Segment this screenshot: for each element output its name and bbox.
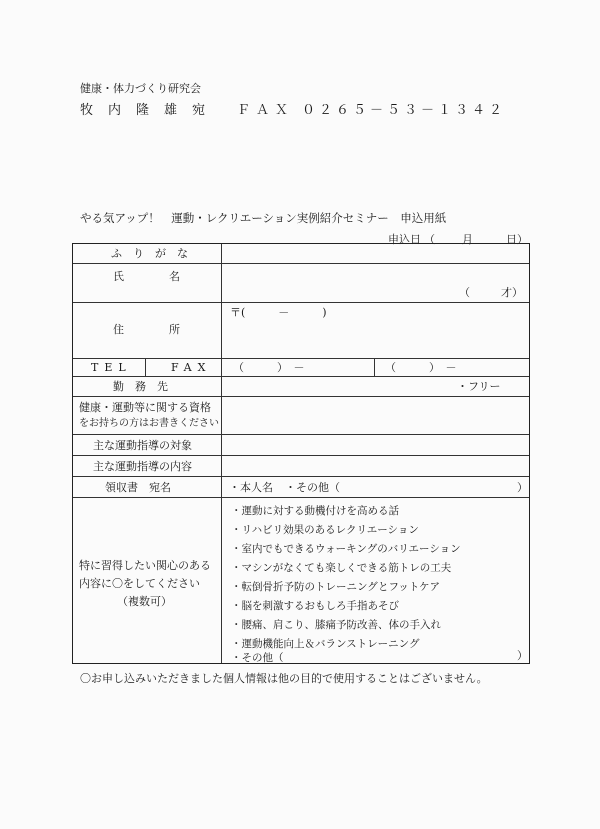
- interests-label-1: 特に習得したい関心のある: [79, 559, 211, 572]
- application-date-month: 月: [462, 233, 473, 246]
- recipient-char: 牧: [80, 103, 94, 118]
- application-date-day: 日）: [506, 233, 528, 246]
- application-form-table: [72, 243, 530, 664]
- fax-input[interactable]: （ ） －: [385, 361, 457, 374]
- recipient-char: 隆: [136, 103, 150, 118]
- receipt-label: 領収書 宛名: [105, 481, 171, 494]
- furigana-input[interactable]: [223, 245, 527, 262]
- interests-close: ）: [517, 649, 528, 662]
- fax-label: ＦＡＸ: [237, 103, 295, 118]
- address-label-a: 住: [113, 323, 124, 336]
- receipt-other-option[interactable]: ・その他（: [285, 481, 340, 494]
- interests-label-3: （複数可）: [117, 595, 172, 608]
- name-label-b: 名: [169, 270, 180, 283]
- qualification-label-1: 健康・運動等に関する資格: [79, 401, 211, 414]
- interest-option[interactable]: ・脳を刺激するおもしろ手指あそび: [231, 600, 399, 612]
- postal-code[interactable]: 〒( － ): [230, 306, 327, 319]
- tel-label: TEL: [91, 361, 132, 374]
- workplace-label: 勤 務 先: [113, 380, 168, 393]
- workplace-input[interactable]: [223, 378, 453, 395]
- content-label: 主な運動指導の内容: [93, 460, 192, 473]
- interest-option[interactable]: ・転倒骨折予防のトレーニングとフットケア: [231, 581, 441, 593]
- recipient-char: 内: [108, 103, 122, 118]
- recipient-char: 宛: [192, 103, 206, 118]
- application-date-open: （: [424, 233, 435, 246]
- name-label-a: 氏: [113, 270, 124, 283]
- application-date-label: 申込日: [388, 233, 421, 246]
- recipient-line: [80, 99, 506, 118]
- fax-number: ０２６５－５３－１３４２: [302, 103, 507, 118]
- interest-option[interactable]: ・その他（: [231, 652, 284, 664]
- interest-option[interactable]: ・腰痛、肩こり、膝痛予防改善、体の手入れ: [231, 619, 441, 631]
- furigana-label: ふ り が な: [111, 247, 188, 260]
- interest-option[interactable]: ・運動に対する動機付けを高める話: [231, 505, 399, 517]
- interest-option[interactable]: ・室内でもできるウォーキングのバリエーション: [231, 543, 461, 555]
- address-input[interactable]: [223, 322, 527, 356]
- receipt-close: ）: [517, 481, 528, 494]
- interest-option[interactable]: ・運動機能向上＆バランストレーニング: [231, 638, 420, 650]
- target-label: 主な運動指導の対象: [93, 439, 192, 452]
- form-title: やる気アップ！ 運動・レクリエーション実例紹介セミナー 申込用紙: [80, 211, 447, 225]
- age-unit: 才）: [501, 286, 523, 299]
- qualification-input[interactable]: [223, 398, 527, 433]
- freelance-option[interactable]: ・フリー: [457, 380, 501, 393]
- recipient-char: 雄: [164, 103, 178, 118]
- qualification-label-2: をお持ちの方はお書きください: [79, 418, 219, 429]
- tel-input[interactable]: （ ） －: [233, 361, 305, 374]
- age-open: （: [459, 286, 470, 299]
- privacy-note: 〇お申し込みいただきました個人情報は他の目的で使用することはございません。: [80, 672, 488, 685]
- target-input[interactable]: [223, 436, 527, 454]
- interests-label-2: 内容に〇をしてください: [79, 577, 200, 590]
- receipt-self-option[interactable]: ・本人名: [229, 481, 273, 494]
- interest-option[interactable]: ・リハビリ効果のあるレクリエーション: [231, 524, 419, 536]
- content-input[interactable]: [223, 457, 527, 475]
- organization-name: 健康・体力づくり研究会: [80, 82, 201, 95]
- interest-option[interactable]: ・マシンがなくても楽しくできる筋トレの工夫: [231, 562, 452, 574]
- fax-field-label: FAX: [171, 361, 212, 374]
- name-input[interactable]: [223, 265, 527, 301]
- address-label-b: 所: [169, 323, 180, 336]
